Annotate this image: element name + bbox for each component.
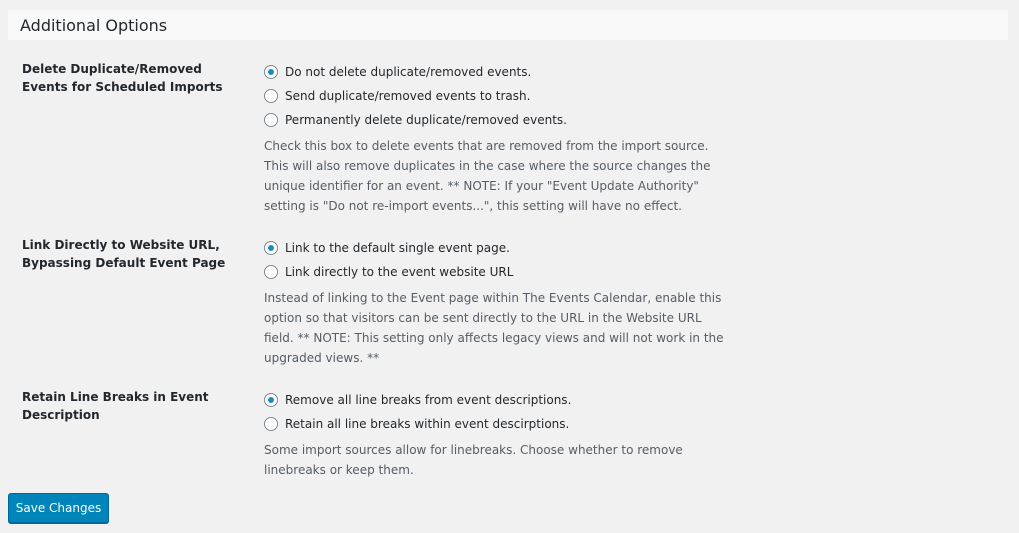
setting-label: Retain Line Breaks in Event Description: [22, 390, 209, 422]
radio-button[interactable]: [264, 89, 278, 103]
setting-options: [264, 60, 724, 216]
radio-label[interactable]: Do not delete duplicate/removed events.: [285, 65, 532, 79]
setting-options: [264, 388, 724, 480]
radio-button[interactable]: [264, 265, 278, 279]
setting-description: Check this box to delete events that are removed from the import source. This will also remove duplicates in the case where the source changes the unique identifier for an event. ** NOTE: If your "Event Update Authority" setting is "Do not re-import events...", this setting will have no effect.: [264, 139, 711, 213]
radio-label[interactable]: Link to the default single event page.: [285, 241, 510, 255]
setting-description: Some import sources allow for linebreaks. Choose whether to remove linebreaks or keep them.: [264, 443, 683, 477]
save-changes-button[interactable]: Save Changes: [8, 493, 109, 523]
setting-label: Delete Duplicate/Removed Events for Scheduled Imports: [22, 62, 223, 94]
radio-button[interactable]: [264, 241, 278, 255]
radio-button[interactable]: [264, 65, 278, 79]
radio-option-default-event-page[interactable]: [264, 236, 724, 260]
setting-label: Link Directly to Website URL, Bypassing Default Event Page: [22, 238, 226, 270]
setting-options: [264, 236, 724, 368]
radio-option-send-to-trash[interactable]: [264, 84, 724, 108]
radio-option-do-not-delete[interactable]: [264, 60, 724, 84]
section-header: [8, 10, 1008, 40]
radio-label[interactable]: Link directly to the event website URL: [285, 265, 514, 279]
radio-button[interactable]: [264, 113, 278, 127]
radio-label[interactable]: Permanently delete duplicate/removed events.: [285, 113, 567, 127]
radio-label[interactable]: Retain all line breaks within event descirptions.: [285, 417, 570, 431]
radio-label[interactable]: Send duplicate/removed events to trash.: [285, 89, 531, 103]
radio-button[interactable]: [264, 393, 278, 407]
radio-option-website-url[interactable]: [264, 260, 724, 284]
radio-button[interactable]: [264, 417, 278, 431]
setting-description: Instead of linking to the Event page within The Events Calendar, enable this option so that visitors can be sent directly to the URL in the Website URL field. ** NOTE: This setting only affects legacy views and will not work in the upgraded views. **: [264, 291, 724, 365]
radio-option-retain-line-breaks[interactable]: [264, 412, 724, 436]
radio-option-permanently-delete[interactable]: [264, 108, 724, 132]
section-title: Additional Options: [20, 15, 168, 35]
radio-option-remove-line-breaks[interactable]: [264, 388, 724, 412]
radio-label[interactable]: Remove all line breaks from event descriptions.: [285, 393, 572, 407]
